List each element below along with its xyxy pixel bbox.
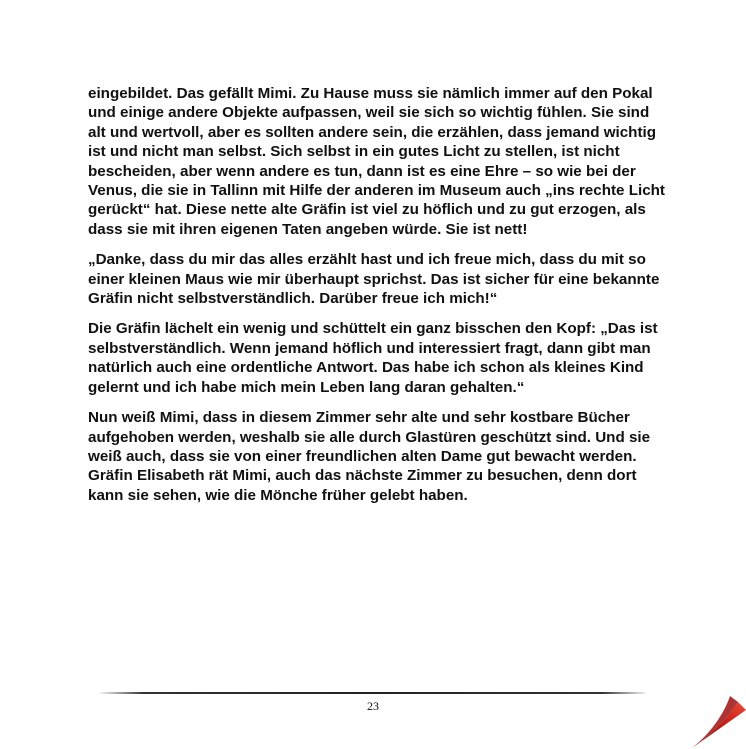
paragraph-2: „Danke, dass du mir das alles erzählt hast und ich freue mich, dass du mit so einer kleinen Maus wie mir überhaupt sprichst. Das ist sicher für eine bekannte Gräfin nicht selbstverständlich. Darüber freue ich mich!“: [88, 251, 660, 308]
page-number: 23: [367, 699, 379, 713]
paragraph-1: eingebildet. Das gefällt Mimi. Zu Hause muss sie nämlich immer auf den Pokal und einige andere Objekte aufpassen, weil sie sich so wichtig fühlen. Sie sind alt und wertvoll, aber es sollten andere sein, die erzählen, dass jemand wichtig ist und nicht man selbst. Sich selbst in ein gutes Licht zu stellen, ist nicht bescheiden, aber wenn andere es tun, dann ist es eine Ehre – so wie bei der Venus, die sie in Tallinn mit Hilfe der anderen im Museum auch „ins rechte Licht gerückt“ hat. Diese nette alte Gräfin ist viel zu höflich und zu gut erzogen, als dass sie mit ihren eigenen Taten angeben würde. Sie ist nett!: [88, 85, 665, 238]
page-curl-icon[interactable]: [688, 690, 746, 749]
page-body: [88, 84, 666, 516]
footer-divider: [100, 692, 646, 694]
paragraph-4: Nun weiß Mimi, dass in diesem Zimmer sehr alte und sehr kostbare Bücher aufgehoben werden, weshalb sie alle durch Glastüren geschützt sind. Und sie weiß auch, dass sie von einer freundlichen alten Dame gut bewacht werden. Gräfin Elisabeth rät Mimi, auch das nächste Zimmer zu besuchen, denn dort kann sie sehen, wie die Mönche früher gelebt haben.: [88, 409, 651, 504]
paragraph-3: Die Gräfin lächelt ein wenig und schüttelt ein ganz bisschen den Kopf: „Das ist selbstverständlich. Wenn jemand höflich und interessiert fragt, dann gibt man natürlich auch eine ordentliche Antwort. Das habe ich schon als kleines Kind gelernt und ich habe mich mein Leben lang daran gehalten.“: [88, 320, 658, 396]
